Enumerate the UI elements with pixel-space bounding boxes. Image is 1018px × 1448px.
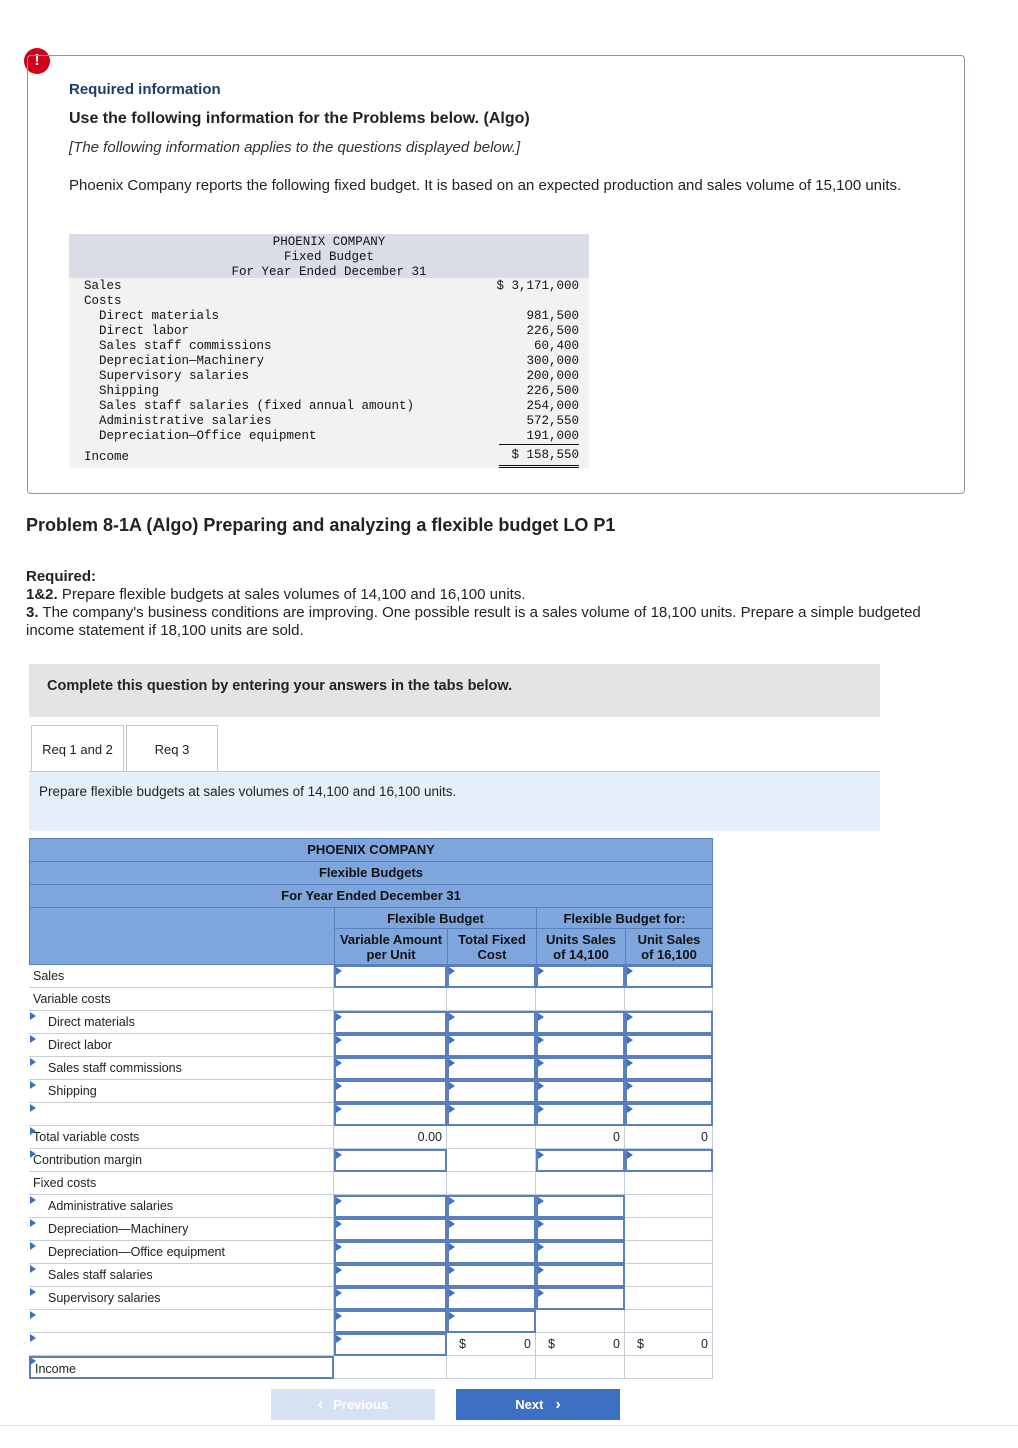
table-cell <box>447 1333 536 1356</box>
req3-text: The company's business conditions are improving. One possible result is a sales volume of 18,100 units. Prepare a simple budgeted income statement if 18,100 units are sold. <box>26 604 921 639</box>
table-cell <box>536 1310 625 1333</box>
req12-text: Prepare flexible budgets at sales volumes of 14,100 and 16,100 units. <box>57 586 526 603</box>
fixed-cost-label: Direct labor <box>99 324 190 338</box>
amount-input[interactable] <box>447 1011 536 1034</box>
table-cell <box>447 1172 536 1195</box>
fixed-income-value: $ 158,550 <box>511 448 579 462</box>
intro-text: Phoenix Company reports the following fixed budget. It is based on an expected production and sales volume of 15,100 units. <box>69 177 902 194</box>
table-cell <box>625 1218 713 1241</box>
dropdown-marker-icon <box>30 1058 36 1066</box>
row-label-depreciation-office: Depreciation—Office equipment <box>29 1241 334 1264</box>
amount-input[interactable] <box>334 1149 447 1172</box>
amount-input[interactable] <box>447 1080 536 1103</box>
table-cell <box>625 1287 713 1310</box>
table-cell <box>447 1126 536 1149</box>
amount-input[interactable] <box>447 1057 536 1080</box>
amount-input[interactable] <box>334 1057 447 1080</box>
complete-instruction: Complete this question by entering your answers in the tabs below. <box>47 678 513 694</box>
amount-input[interactable] <box>625 1011 713 1034</box>
input-marker-icon <box>336 1197 342 1205</box>
input-marker-icon <box>627 1036 633 1044</box>
required-label: Required: <box>26 568 97 585</box>
fixed-cost-label: Depreciation—Machinery <box>99 354 265 368</box>
input-marker-icon <box>449 1105 455 1113</box>
chevron-right-icon: › <box>555 1396 561 1413</box>
input-marker-icon <box>538 1289 544 1297</box>
input-marker-icon <box>449 1036 455 1044</box>
total-value: 0 <box>536 1126 625 1149</box>
input-marker-icon <box>449 1197 455 1205</box>
input-marker-icon <box>336 1220 342 1228</box>
table-cell <box>536 1333 625 1356</box>
fixed-budget-header <box>69 234 589 278</box>
amount-input[interactable] <box>447 1287 536 1310</box>
table-cell <box>536 988 625 1011</box>
amount-input[interactable] <box>625 1103 713 1126</box>
dollar-sign: $ <box>637 1337 644 1351</box>
amount-input[interactable] <box>334 965 447 988</box>
input-marker-icon <box>538 1105 544 1113</box>
amount-input[interactable] <box>625 1149 713 1172</box>
amount-input[interactable] <box>334 1333 447 1356</box>
table-cell <box>625 1241 713 1264</box>
table-cell <box>536 1356 625 1379</box>
fixed-cost-label: Administrative salaries <box>99 414 272 428</box>
req12-num: 1&2. <box>26 586 58 603</box>
flex-group-budget: Flexible Budget <box>334 907 537 929</box>
table-cell <box>536 1172 625 1195</box>
table-cell <box>625 1264 713 1287</box>
fixed-sales-label: Sales <box>84 279 122 293</box>
dropdown-marker-icon <box>30 1288 36 1296</box>
tab-req-1-and-2[interactable]: Req 1 and 2 <box>31 725 124 772</box>
row-label-sales-staff-commissions: Sales staff commissions <box>29 1057 334 1080</box>
amount-input[interactable] <box>334 1241 447 1264</box>
row-label-sales: Sales <box>29 965 334 988</box>
flexible-budget-table <box>29 838 713 1379</box>
amount-input[interactable] <box>447 1195 536 1218</box>
fixed-cost-value: 981,500 <box>526 309 579 323</box>
row-label-blank[interactable] <box>29 1310 334 1333</box>
input-marker-icon <box>449 967 455 975</box>
tab-req-3[interactable]: Req 3 <box>126 725 218 772</box>
total-value: 0 <box>524 1337 531 1351</box>
dropdown-marker-icon <box>30 1104 36 1112</box>
flex-group-budget-for: Flexible Budget for: <box>536 907 713 929</box>
row-label-fixed-costs: Fixed costs <box>29 1172 334 1195</box>
table-cell <box>625 1172 713 1195</box>
prompt-text: Prepare flexible budgets at sales volumes of 14,100 and 16,100 units. <box>39 784 457 799</box>
input-marker-icon <box>449 1266 455 1274</box>
fixed-sales-value: $ 3,171,000 <box>496 279 579 293</box>
row-label-contribution-margin: Contribution margin <box>29 1149 334 1172</box>
row-label-variable-costs: Variable costs <box>29 988 334 1011</box>
amount-input[interactable] <box>334 1011 447 1034</box>
fixed-costs-label: Costs <box>84 294 122 308</box>
flex-company: PHOENIX COMPANY <box>29 838 713 862</box>
input-marker-icon <box>336 1059 342 1067</box>
input-marker-icon <box>336 1151 342 1159</box>
amount-input[interactable] <box>334 1195 447 1218</box>
input-marker-icon <box>538 967 544 975</box>
amount-input[interactable] <box>447 1218 536 1241</box>
table-cell <box>625 1333 713 1356</box>
amount-input[interactable] <box>334 1218 447 1241</box>
amount-input[interactable] <box>447 965 536 988</box>
chevron-left-icon: ‹ <box>317 1396 324 1413</box>
fixed-period: For Year Ended December 31 <box>231 265 427 279</box>
fixed-cost-value: 191,000 <box>526 429 579 443</box>
total-underline <box>499 444 579 445</box>
input-marker-icon <box>538 1013 544 1021</box>
input-marker-icon <box>538 1266 544 1274</box>
col-units-16100: Unit Sales of 16,100 <box>625 928 713 965</box>
table-cell <box>334 988 447 1011</box>
use-info-title: Use the following information for the Problems below. (Algo) <box>69 110 530 127</box>
input-marker-icon <box>627 1151 633 1159</box>
amount-input[interactable] <box>625 1057 713 1080</box>
row-label-supervisory-salaries: Supervisory salaries <box>29 1287 334 1310</box>
fixed-cost-value: 300,000 <box>526 354 579 368</box>
dropdown-marker-icon <box>30 1150 36 1158</box>
table-cell <box>447 1356 536 1379</box>
requirement-1-2 <box>26 586 971 604</box>
amount-input[interactable] <box>536 1103 625 1126</box>
dropdown-marker-icon <box>30 1081 36 1089</box>
fixed-cost-value: 200,000 <box>526 369 579 383</box>
amount-input[interactable] <box>447 1103 536 1126</box>
table-cell <box>625 988 713 1011</box>
dropdown-marker-icon <box>30 1334 36 1342</box>
amount-input[interactable] <box>334 1080 447 1103</box>
row-label-blank[interactable] <box>29 1103 334 1126</box>
prompt-bar <box>29 772 880 831</box>
next-label: Next <box>515 1397 544 1412</box>
row-label-blank[interactable] <box>29 1333 334 1356</box>
dropdown-marker-icon <box>30 1311 36 1319</box>
table-cell <box>625 1356 713 1379</box>
previous-label: Previous <box>333 1397 389 1412</box>
dropdown-marker-icon <box>30 1357 36 1365</box>
dollar-sign: $ <box>459 1337 466 1351</box>
input-marker-icon <box>336 967 342 975</box>
input-marker-icon <box>336 1312 342 1320</box>
amount-input[interactable] <box>536 1241 625 1264</box>
amount-input[interactable] <box>536 1034 625 1057</box>
table-cell <box>334 1172 447 1195</box>
row-label-total-variable-costs: Total variable costs <box>29 1126 334 1149</box>
input-marker-icon <box>538 1059 544 1067</box>
dropdown-marker-icon <box>30 1035 36 1043</box>
row-label-depreciation-machinery: Depreciation—Machinery <box>29 1218 334 1241</box>
problem-title: Problem 8-1A (Algo) Preparing and analyzing a flexible budget LO P1 <box>26 515 616 535</box>
input-marker-icon <box>449 1013 455 1021</box>
table-cell <box>625 1195 713 1218</box>
page-bottom-divider <box>0 1425 1018 1426</box>
input-marker-icon <box>449 1243 455 1251</box>
amount-input[interactable] <box>625 965 713 988</box>
fixed-cost-label: Direct materials <box>99 309 220 323</box>
input-marker-icon <box>538 1082 544 1090</box>
amount-input[interactable] <box>447 1241 536 1264</box>
input-marker-icon <box>449 1220 455 1228</box>
input-marker-icon <box>336 1013 342 1021</box>
input-marker-icon <box>336 1036 342 1044</box>
amount-input[interactable] <box>536 1287 625 1310</box>
input-marker-icon <box>449 1289 455 1297</box>
fixed-cost-value: 254,000 <box>526 399 579 413</box>
amount-input[interactable] <box>334 1310 447 1333</box>
input-marker-icon <box>336 1243 342 1251</box>
fixed-cost-label: Shipping <box>99 384 160 398</box>
dollar-sign: $ <box>548 1337 555 1351</box>
fixed-cost-value: 226,500 <box>526 324 579 338</box>
table-cell <box>334 1356 447 1379</box>
req3-num: 3. <box>26 604 39 621</box>
amount-input[interactable] <box>447 1034 536 1057</box>
row-label-administrative-salaries: Administrative salaries <box>29 1195 334 1218</box>
amount-input[interactable] <box>536 1080 625 1103</box>
fixed-budget-table <box>69 234 589 468</box>
flex-header-blank <box>29 907 335 965</box>
flex-title: Flexible Budgets <box>29 861 713 885</box>
alert-icon: ! <box>24 48 50 74</box>
col-units-14100: Units Sales of 14,100 <box>536 928 626 965</box>
dropdown-marker-icon <box>30 1265 36 1273</box>
amount-input[interactable] <box>625 1034 713 1057</box>
amount-input[interactable] <box>536 1264 625 1287</box>
input-marker-icon <box>627 1059 633 1067</box>
input-marker-icon <box>449 1312 455 1320</box>
dropdown-marker-icon <box>30 1242 36 1250</box>
fixed-cost-value: 572,550 <box>526 414 579 428</box>
fixed-income-label: Income <box>84 450 130 464</box>
row-label-direct-labor: Direct labor <box>29 1034 334 1057</box>
flex-period: For Year Ended December 31 <box>29 884 713 908</box>
row-label-direct-materials: Direct materials <box>29 1011 334 1034</box>
input-marker-icon <box>627 967 633 975</box>
fixed-cost-label: Supervisory salaries <box>99 369 250 383</box>
input-marker-icon <box>336 1289 342 1297</box>
double-underline <box>499 465 579 466</box>
next-button[interactable] <box>456 1389 620 1420</box>
applies-note: [The following information applies to the questions displayed below.] <box>69 139 521 156</box>
fixed-cost-label: Sales staff commissions <box>99 339 272 353</box>
total-value: 0 <box>701 1337 708 1351</box>
amount-input[interactable] <box>536 1057 625 1080</box>
total-value: 0 <box>613 1337 620 1351</box>
fixed-company: PHOENIX COMPANY <box>272 235 386 249</box>
input-marker-icon <box>538 1036 544 1044</box>
input-marker-icon <box>336 1082 342 1090</box>
amount-input[interactable] <box>334 1287 447 1310</box>
amount-input[interactable] <box>625 1080 713 1103</box>
fixed-cost-label: Sales staff salaries (fixed annual amount) <box>99 399 415 413</box>
table-cell <box>625 1310 713 1333</box>
previous-button[interactable] <box>271 1389 435 1420</box>
amount-input[interactable] <box>447 1310 536 1333</box>
row-label-shipping: Shipping <box>29 1080 334 1103</box>
amount-input[interactable] <box>536 1149 625 1172</box>
input-marker-icon <box>538 1197 544 1205</box>
double-underline <box>499 467 579 468</box>
table-cell <box>447 1149 536 1172</box>
total-value: 0 <box>625 1126 713 1149</box>
requirement-3 <box>26 604 971 640</box>
amount-input[interactable] <box>334 1264 447 1287</box>
amount-input[interactable] <box>334 1103 447 1126</box>
col-total-fixed: Total Fixed Cost <box>447 928 537 965</box>
input-marker-icon <box>336 1105 342 1113</box>
amount-input[interactable] <box>447 1264 536 1287</box>
amount-input[interactable] <box>536 1218 625 1241</box>
input-marker-icon <box>627 1082 633 1090</box>
row-label-sales-staff-salaries: Sales staff salaries <box>29 1264 334 1287</box>
amount-input[interactable] <box>536 965 625 988</box>
dropdown-marker-icon <box>30 1196 36 1204</box>
amount-input[interactable] <box>334 1034 447 1057</box>
input-marker-icon <box>336 1335 342 1343</box>
complete-bar <box>29 664 880 717</box>
total-value: 0.00 <box>334 1126 447 1149</box>
input-marker-icon <box>627 1105 633 1113</box>
row-label-income: Income <box>29 1356 334 1379</box>
table-cell <box>447 988 536 1011</box>
amount-input[interactable] <box>536 1011 625 1034</box>
input-marker-icon <box>538 1151 544 1159</box>
col-variable-amount: Variable Amount per Unit <box>334 928 448 965</box>
dropdown-marker-icon <box>30 1127 36 1135</box>
fixed-title: Fixed Budget <box>283 250 374 264</box>
fixed-cost-label: Depreciation—Office equipment <box>99 429 317 443</box>
input-marker-icon <box>449 1059 455 1067</box>
dropdown-marker-icon <box>30 1012 36 1020</box>
input-marker-icon <box>627 1013 633 1021</box>
fixed-cost-value: 226,500 <box>526 384 579 398</box>
input-marker-icon <box>538 1243 544 1251</box>
input-marker-icon <box>449 1082 455 1090</box>
dropdown-marker-icon <box>30 1219 36 1227</box>
input-marker-icon <box>336 1266 342 1274</box>
required-info-title: Required information <box>69 81 221 98</box>
amount-input[interactable] <box>536 1195 625 1218</box>
input-marker-icon <box>538 1220 544 1228</box>
fixed-cost-value: 60,400 <box>533 339 579 353</box>
